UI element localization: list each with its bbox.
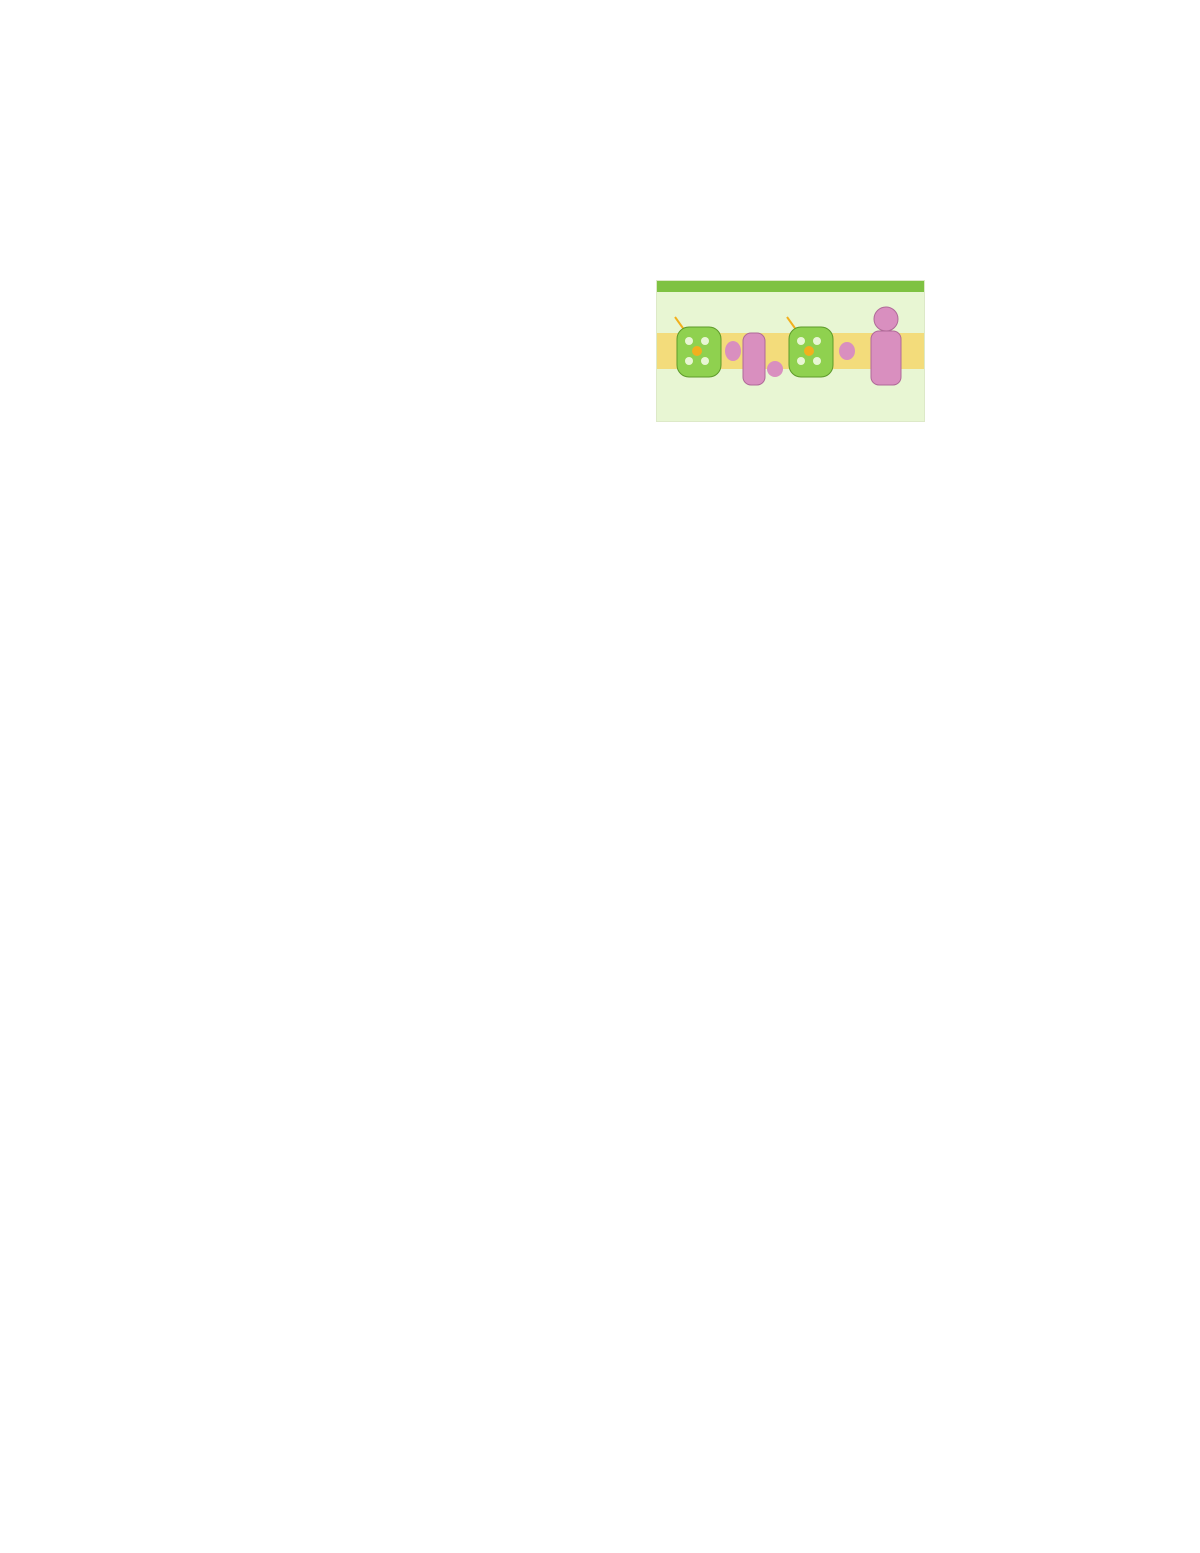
ferredoxin-icon <box>839 342 855 360</box>
plastocyanin-icon <box>767 361 783 377</box>
cytochrome-complex-icon <box>743 333 765 385</box>
membrane-diagram <box>657 281 924 421</box>
thylakoid-membrane-figure <box>656 280 925 422</box>
atp-synthase-icon <box>871 307 901 385</box>
photosystem-ii-icon <box>677 327 721 377</box>
photosystem-i-icon <box>789 327 833 377</box>
plastoquinone-icon <box>725 341 741 361</box>
